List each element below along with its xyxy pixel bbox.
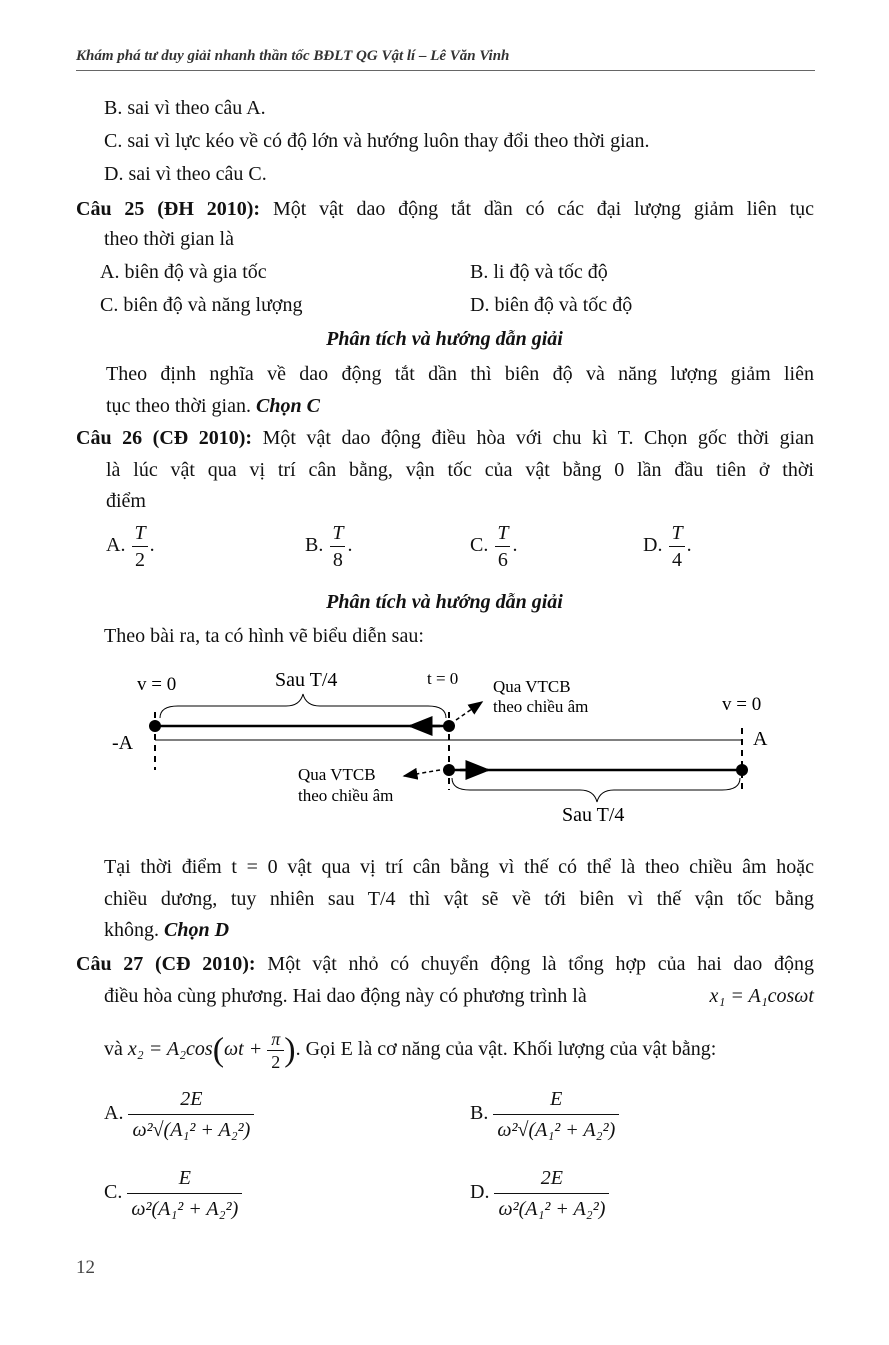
oscillation-diagram	[0, 660, 889, 860]
q26-diagram-intro: Theo bài ra, ta có hình vẽ biểu diễn sau:	[104, 625, 424, 647]
q27-option-b	[470, 1084, 619, 1145]
fraction-denominator: ω²(A₁² + A₂²)	[131, 1198, 239, 1220]
label-qua-top-2: theo chiều âm	[493, 697, 589, 716]
q27-equation-2-inner: ωt +	[224, 1038, 263, 1061]
q25-option-b: B. li độ và tốc độ	[470, 261, 608, 283]
fraction-denominator: ω²√(A₁² + A₂²)	[497, 1119, 616, 1141]
q25-answer2: tục theo thời gian.	[106, 395, 251, 417]
q26-stem-line2: là lúc vật qua vị trí cân bằng, vận tốc của vật bằng 0 lần đầu tiên ở thời	[106, 459, 814, 481]
q26-text1: Một vật dao động điều hòa với chu kì T. Chọn gốc thời gian	[262, 427, 815, 449]
fraction-denominator: 4	[672, 549, 683, 571]
fraction-numerator: 2E	[128, 1084, 254, 1115]
fraction	[127, 1163, 242, 1224]
q27-equation-2-left: x₂ = A₂cos	[127, 1038, 213, 1061]
q27-text1: Một vật nhỏ có chuyển động là tổng hợp của hai dao động	[267, 953, 814, 975]
option-letter: A.	[104, 1102, 124, 1125]
fraction-denominator: 2	[271, 1052, 281, 1072]
paren-open: (	[212, 1031, 225, 1069]
point-minus-a	[149, 720, 161, 732]
q24-option-d: D. sai vì theo câu C.	[104, 163, 267, 185]
label-qua-top-1: Qua VTCB	[493, 677, 571, 696]
q27-text3-post: . Gọi E là cơ năng của vật. Khối lượng của vật bằng:	[295, 1038, 717, 1061]
q26-answer-line1: Tại thời điểm t = 0 vật qua vị trí cân bằng vì thế có thể là theo chiều âm hoặc	[104, 856, 814, 878]
fraction-numerator: E	[127, 1163, 242, 1194]
q27-and: và	[104, 1038, 123, 1061]
brace-bottom	[452, 778, 740, 802]
pi-over-two	[267, 1028, 284, 1073]
fraction	[493, 1084, 619, 1145]
q25-answer-line2	[106, 394, 320, 418]
brace-top	[160, 694, 446, 718]
option-letter: B.	[305, 534, 324, 557]
q27-label: Câu 27 (CĐ 2010):	[76, 953, 256, 975]
q25-choice: Chọn C	[256, 395, 320, 417]
q25-answer-line1: Theo định nghĩa về dao động tắt dần thì biên độ và năng lượng giảm liên	[106, 363, 814, 385]
q26-answer-line3	[104, 918, 229, 942]
q26-choice: Chọn D	[164, 919, 230, 941]
option-letter: C.	[104, 1181, 123, 1204]
q26-answer3: không.	[104, 919, 159, 941]
fraction	[330, 520, 345, 573]
label-minus-a: -A	[112, 732, 134, 754]
fraction	[128, 1084, 254, 1145]
label-sau-bottom: Sau T/4	[562, 804, 625, 826]
q27-option-c	[104, 1163, 242, 1224]
fraction-numerator: π	[267, 1028, 284, 1051]
fraction-numerator: T	[669, 520, 684, 547]
point-t0-lower	[443, 764, 455, 776]
fraction-denominator: 6	[497, 549, 508, 571]
label-v0-right: v = 0	[722, 694, 762, 715]
q26-stem-line3: điểm	[106, 490, 146, 512]
fraction	[132, 520, 147, 573]
fraction-numerator: T	[495, 520, 510, 547]
dashed-arrow-top	[456, 702, 482, 720]
option-letter: C.	[470, 534, 489, 557]
q26-option-d: D. $\frac{T}{4}$ .	[643, 522, 692, 571]
fraction	[495, 520, 510, 573]
option-letter: A.	[106, 534, 126, 557]
q25-option-c: C. biên độ và năng lượng	[100, 294, 303, 316]
q25-analysis-heading: Phân tích và hướng dẫn giải	[326, 328, 563, 350]
fraction	[669, 520, 684, 573]
label-v0-left: v = 0	[137, 674, 177, 695]
q25-option-d: D. biên độ và tốc độ	[470, 294, 633, 316]
point-a	[736, 764, 748, 776]
option-letter: D.	[470, 1181, 490, 1204]
q27-stem-line1	[76, 952, 814, 976]
q27-option-a	[104, 1084, 254, 1145]
fraction-numerator: T	[132, 520, 147, 547]
q27-text2: điều hòa cùng phương. Hai dao động này có phương trình là	[104, 985, 587, 1007]
fraction	[494, 1163, 609, 1224]
q26-stem-line1	[76, 426, 814, 450]
label-qua-bottom-2: theo chiều âm	[298, 786, 394, 805]
q27-option-d	[470, 1163, 609, 1224]
option-letter: D.	[643, 534, 663, 557]
fraction-denominator: ω²(A₁² + A₂²)	[498, 1198, 606, 1220]
label-a: A	[753, 728, 768, 750]
point-t0-upper	[443, 720, 455, 732]
q26-option-a: A. $\frac{T}{2}$ .	[106, 522, 155, 571]
fraction-numerator: T	[330, 520, 345, 547]
q25-stem-line1	[76, 197, 814, 221]
q26-analysis-heading: Phân tích và hướng dẫn giải	[326, 591, 563, 613]
q25-text1: Một vật dao động tắt dần có các đại lượng giảm liên tục	[272, 198, 815, 220]
label-qua-bottom-1: Qua VTCB	[298, 765, 376, 784]
label-sau-top: Sau T/4	[275, 669, 338, 691]
dashed-arrow-bottom	[404, 770, 440, 776]
paren-close: )	[284, 1031, 296, 1069]
fraction-denominator: 2	[135, 549, 146, 571]
q27-equation-1: x₁ = A₁cosωt	[709, 985, 814, 1007]
q25-stem-line2: theo thời gian là	[104, 228, 234, 250]
q27-stem-line3	[104, 1028, 716, 1073]
header-rule	[76, 70, 815, 71]
page-number: 12	[76, 1257, 95, 1278]
fraction-denominator: ω²√(A₁² + A₂²)	[132, 1119, 251, 1141]
q27-stem-line2	[104, 984, 814, 1008]
q26-option-b: B. $\frac{T}{8}$ .	[305, 522, 353, 571]
fraction-numerator: 2E	[494, 1163, 609, 1194]
q25-label: Câu 25 (ĐH 2010):	[76, 198, 261, 220]
q26-answer-line2: chiều dương, tuy nhiên sau T/4 thì vật sẽ về tới biên vì thế vận tốc bằng	[104, 888, 814, 910]
q25-option-a: A. biên độ và gia tốc	[100, 261, 267, 283]
fraction-numerator: E	[493, 1084, 619, 1115]
fraction-denominator: 8	[332, 549, 343, 571]
q26-label: Câu 26 (CĐ 2010):	[76, 427, 253, 449]
q24-option-b: B. sai vì theo câu A.	[104, 97, 266, 119]
running-header: Khám phá tư duy giải nhanh thần tốc BĐLT QG Vật lí – Lê Văn Vinh	[76, 48, 510, 64]
label-t0: t = 0	[427, 669, 459, 688]
q26-option-c: C. $\frac{T}{6}$ .	[470, 522, 518, 571]
q24-option-c: C. sai vì lực kéo về có độ lớn và hướng luôn thay đổi theo thời gian.	[104, 130, 650, 152]
option-letter: B.	[470, 1102, 489, 1125]
